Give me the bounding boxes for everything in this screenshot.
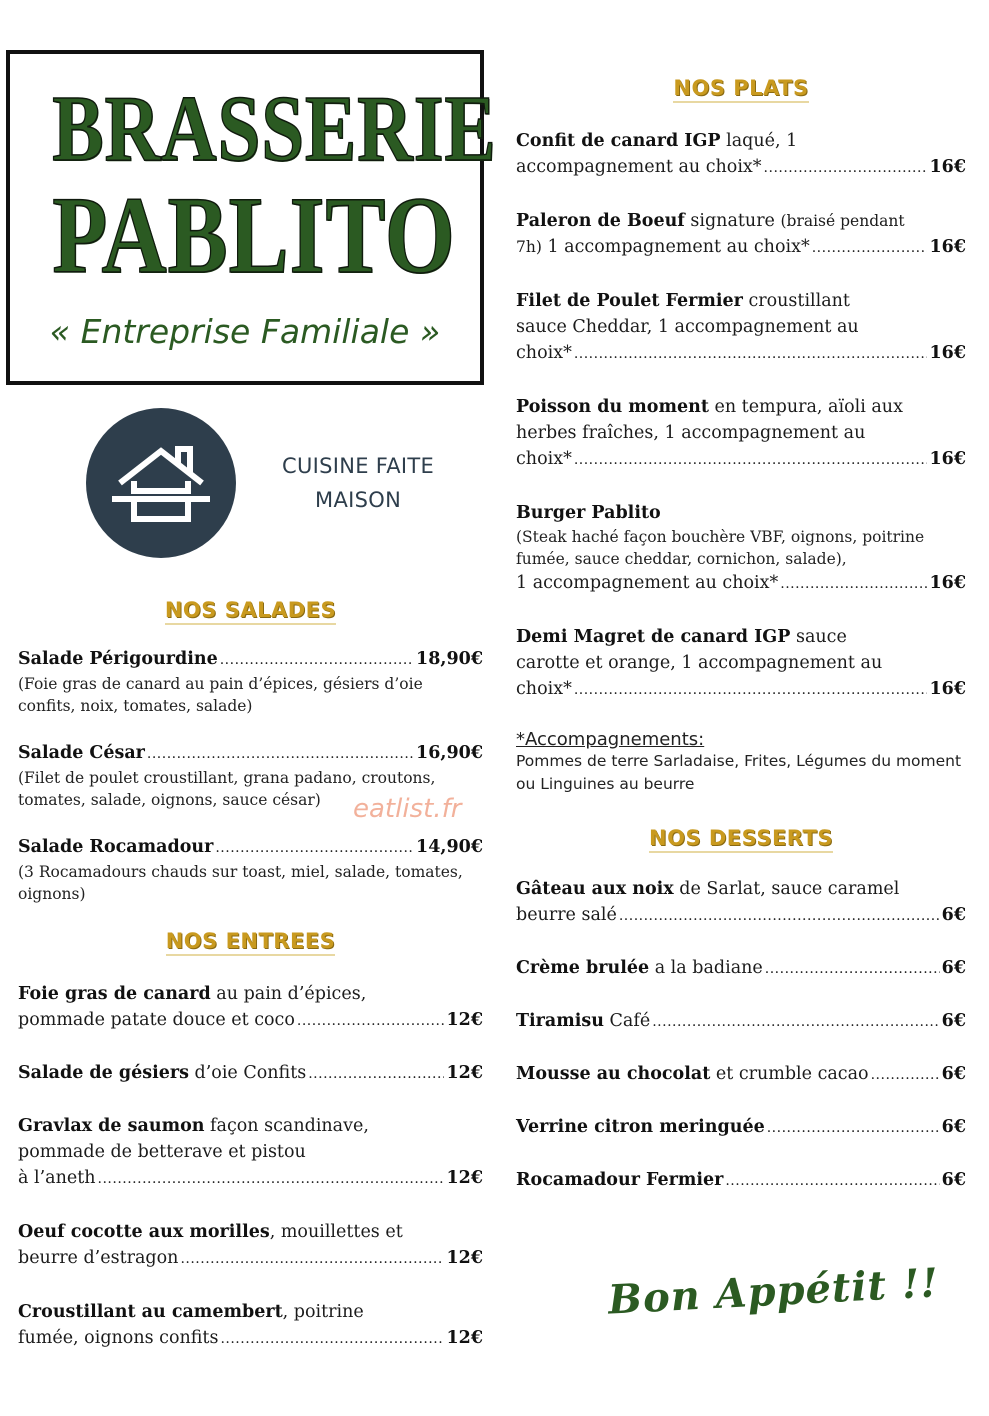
entree-item: Salade de gésiers d’oie Confits ..... 12€ xyxy=(18,1060,483,1087)
closing-message: Bon Appétit !! xyxy=(606,1259,941,1324)
price: 6€ xyxy=(941,1170,966,1190)
section-title-salades: NOS SALADES xyxy=(18,598,483,622)
item-description: (Filet de poulet croustillant, grana padano, croutons, tomates, salade, oignons, sauce césar) xyxy=(18,769,436,809)
plat-item: Burger Pablito (Steak haché façon bouchère VBF, oignons, poitrine fumée, sauce cheddar, cornichon, salade), 1 accompagnement au choix* ..... 16€ xyxy=(516,500,966,597)
item-description: (Steak haché façon bouchère VBF, oignons, poitrine fumée, sauce cheddar, cornichon, salade), xyxy=(516,528,925,568)
price: 16€ xyxy=(929,237,966,257)
salade-item: Salade Périgourdine ..... 18,90€ (Foie gras de canard au pain d’épices, gésiers d’oie confits, noix, tomates, salade) xyxy=(18,646,483,717)
homemade-text xyxy=(282,449,434,517)
dessert-item: Tiramisu Café ..... 6€ xyxy=(516,1008,966,1035)
price: 12€ xyxy=(446,1328,483,1348)
brand-line2: PABLITO xyxy=(52,174,456,296)
price: 6€ xyxy=(941,958,966,978)
watermark: eatlist.fr xyxy=(353,794,462,824)
salade-item: Salade Rocamadour ..... 14,90€ (3 Rocamadours chauds sur toast, miel, salade, tomates, oignons) xyxy=(18,834,483,905)
entree-item: Foie gras de canard au pain d’épices, pommade patate douce et coco ..... 12€ xyxy=(18,981,483,1034)
entree-item: Oeuf cocotte aux morilles, mouillettes et beurre d’estragon ..... 12€ xyxy=(18,1219,483,1272)
price: 16€ xyxy=(929,343,966,363)
price: 6€ xyxy=(941,1064,966,1084)
section-title-desserts: NOS DESSERTS xyxy=(516,826,966,850)
left-column xyxy=(18,50,497,1352)
dessert-item: Crème brulée a la badiane ..... 6€ xyxy=(516,955,966,982)
plat-item: Paleron de Boeuf signature (braisé pendant 7h) 1 accompagnement au choix* ..... 16€ xyxy=(516,208,966,261)
title-box xyxy=(6,50,497,385)
salade-item: Salade César ..... 16,90€ (Filet de poulet croustillant, grana padano, croutons, tomates, salade, oignons, sauce césar) xyxy=(18,740,483,811)
price: 6€ xyxy=(941,1117,966,1137)
badge-line1: CUISINE FAITE xyxy=(282,453,435,478)
dessert-item: Rocamadour Fermier ..... 6€ xyxy=(516,1167,966,1194)
price: 16€ xyxy=(929,449,966,469)
right-column xyxy=(516,76,966,1194)
note-text: Pommes de terre Sarladaise, Frites, Légumes du moment ou Linguines au beurre xyxy=(516,752,962,793)
dessert-item: Verrine citron meringuée ..... 6€ xyxy=(516,1114,966,1141)
price: 12€ xyxy=(446,1248,483,1268)
tagline: « Entreprise Familiale » xyxy=(49,312,441,351)
section-title-plats: NOS PLATS xyxy=(516,76,966,100)
price: 14,90€ xyxy=(416,837,483,857)
plat-item: Confit de canard IGP laqué, 1 accompagnement au choix* ..... 16€ xyxy=(516,128,966,181)
brand-line1: BRASSERIE xyxy=(52,77,497,181)
note-title: *Accompagnements: xyxy=(516,729,705,750)
price: 18,90€ xyxy=(416,649,483,669)
price: 6€ xyxy=(941,905,966,925)
dessert-item: Mousse au chocolat et crumble cacao ..... 6€ xyxy=(516,1061,966,1088)
house-icon xyxy=(86,408,236,558)
plat-item: Demi Magret de canard IGP sauce carotte et orange, 1 accompagnement au choix* ..... 16€ xyxy=(516,624,966,703)
price: 12€ xyxy=(446,1063,483,1083)
item-description: (3 Rocamadours chauds sur toast, miel, salade, tomates, oignons) xyxy=(18,863,463,903)
price: 16,90€ xyxy=(416,743,483,763)
entree-item: Croustillant au camembert, poitrine fumée, oignons confits ..... 12€ xyxy=(18,1299,483,1352)
accompaniments-note xyxy=(516,729,966,796)
price: 16€ xyxy=(929,157,966,177)
entree-item: Gravlax de saumon façon scandinave, pommade de betterave et pistou à l’aneth ..... 12€ xyxy=(18,1113,483,1192)
homemade-badge xyxy=(86,405,483,560)
badge-line2: MAISON xyxy=(315,487,402,512)
price: 6€ xyxy=(941,1011,966,1031)
item-description: (Foie gras de canard au pain d’épices, gésiers d’oie confits, noix, tomates, salade) xyxy=(18,675,423,715)
price: 12€ xyxy=(446,1168,483,1188)
section-title-entrees: NOS ENTREES xyxy=(18,929,483,953)
plat-item: Filet de Poulet Fermier croustillant sauce Cheddar, 1 accompagnement au choix* ..... 16€ xyxy=(516,288,966,367)
price: 16€ xyxy=(929,679,966,699)
price: 12€ xyxy=(446,1010,483,1030)
plat-item: Poisson du moment en tempura, aïoli aux herbes fraîches, 1 accompagnement au choix* ..... 16€ xyxy=(516,394,966,473)
dessert-item: Gâteau aux noix de Sarlat, sauce caramel beurre salé ..... 6€ xyxy=(516,876,966,929)
price: 16€ xyxy=(929,573,966,593)
